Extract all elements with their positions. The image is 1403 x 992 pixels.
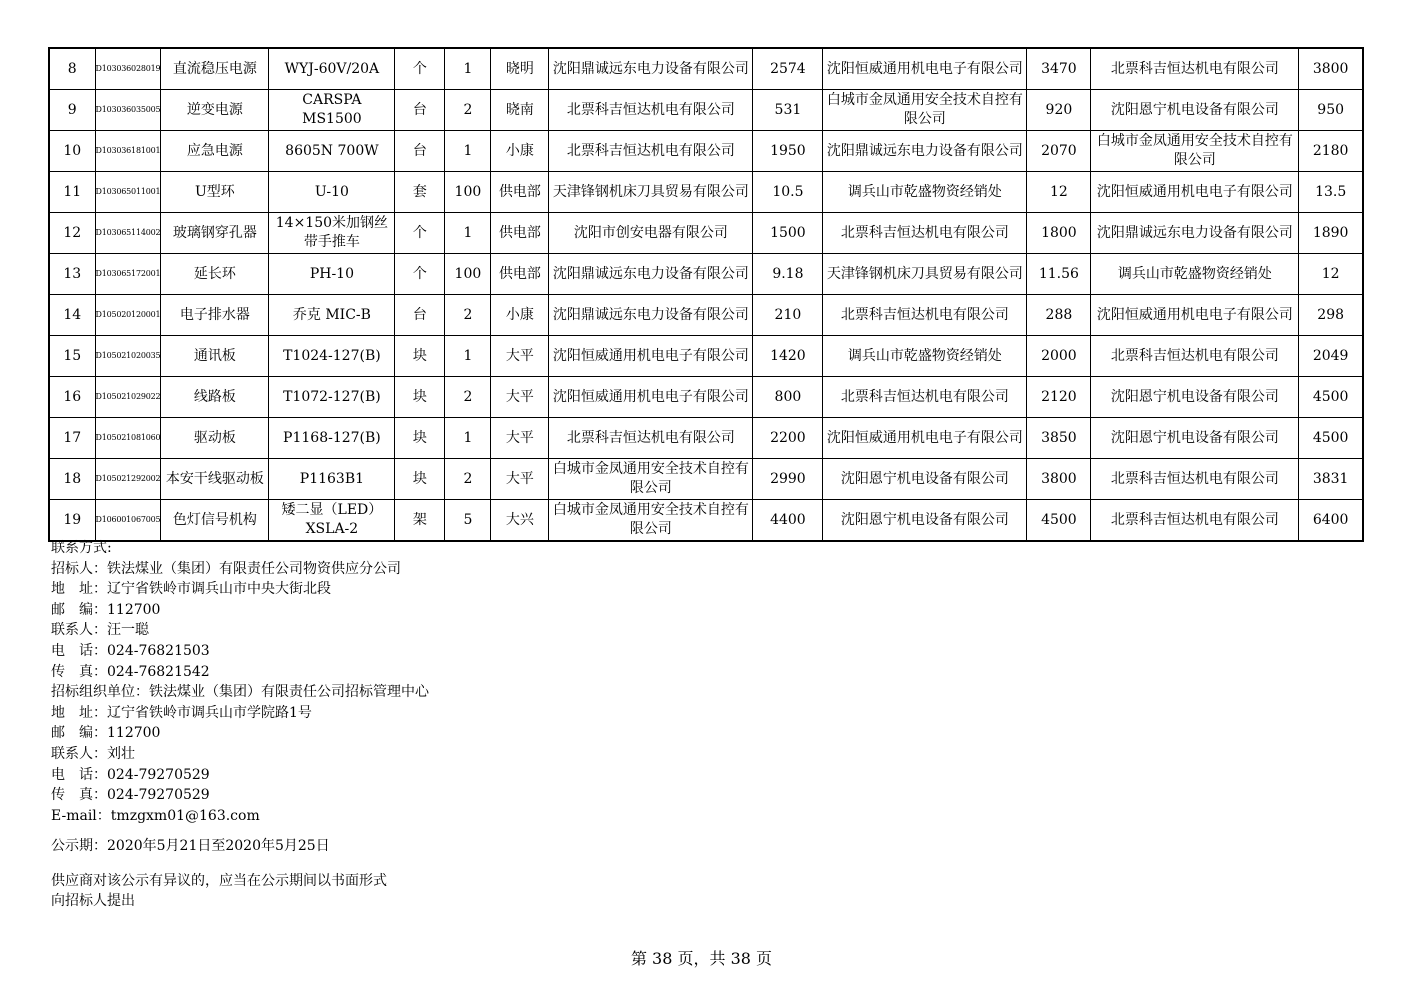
material-code-cell: D103036028019 [95, 48, 161, 90]
price-1-cell: 1950 [753, 131, 823, 172]
price-2-cell: 3800 [1027, 459, 1091, 500]
price-3-cell: 3831 [1299, 459, 1363, 500]
row-number-cell: 9 [49, 90, 95, 131]
supplier-1-cell: 沈阳鼎诚远东电力设备有限公司 [549, 254, 753, 295]
table-row [49, 295, 1363, 336]
table-row [49, 377, 1363, 418]
material-code-cell: D105020120001 [95, 295, 161, 336]
item-name-cell: 本安干线驱动板 [161, 459, 269, 500]
supplier-3-cell: 北票科吉恒达机电有限公司 [1091, 500, 1299, 542]
supplier-3-cell: 沈阳恩宁机电设备有限公司 [1091, 377, 1299, 418]
row-number-cell: 19 [49, 500, 95, 542]
item-quantity-cell: 5 [445, 500, 491, 542]
item-model-cell: T1072-127(B) [269, 377, 395, 418]
item-model-cell: 14×150米加钢丝 带手推车 [269, 213, 395, 254]
contact-line: 电 话：024-79270529 [51, 766, 210, 783]
supplier-2-cell: 调兵山市乾盛物资经销处 [823, 336, 1027, 377]
objection-line: 向招标人提出 [51, 893, 135, 909]
item-unit-cell: 块 [395, 418, 445, 459]
table-row [49, 500, 1363, 542]
contact-line: 邮 编：112700 [51, 601, 161, 618]
item-unit-cell: 块 [395, 336, 445, 377]
item-name-cell: 驱动板 [161, 418, 269, 459]
price-2-cell: 3470 [1027, 48, 1091, 90]
supplier-2-cell: 沈阳恩宁机电设备有限公司 [823, 500, 1027, 542]
row-number-cell: 10 [49, 131, 95, 172]
price-3-cell: 4500 [1299, 418, 1363, 459]
supplier-3-cell: 北票科吉恒达机电有限公司 [1091, 336, 1299, 377]
item-name-cell: 直流稳压电源 [161, 48, 269, 90]
price-2-cell: 4500 [1027, 500, 1091, 542]
item-model-cell: PH-10 [269, 254, 395, 295]
supplier-1-cell: 沈阳恒威通用机电电子有限公司 [549, 336, 753, 377]
item-unit-cell: 台 [395, 131, 445, 172]
price-1-cell: 800 [753, 377, 823, 418]
item-unit-cell: 块 [395, 377, 445, 418]
department-cell: 大兴 [491, 500, 549, 542]
item-name-cell: 应急电源 [161, 131, 269, 172]
price-1-cell: 210 [753, 295, 823, 336]
table-row [49, 418, 1363, 459]
supplier-1-cell: 白城市金凤通用安全技术自控有限公司 [549, 500, 753, 542]
department-cell: 晓明 [491, 48, 549, 90]
price-2-cell: 11.56 [1027, 254, 1091, 295]
table-row [49, 254, 1363, 295]
supplier-3-cell: 调兵山市乾盛物资经销处 [1091, 254, 1299, 295]
item-quantity-cell: 100 [445, 172, 491, 213]
item-quantity-cell: 1 [445, 131, 491, 172]
item-quantity-cell: 1 [445, 48, 491, 90]
contact-email: E-mail：tmzgxm01@163.com [51, 807, 260, 824]
price-2-cell: 920 [1027, 90, 1091, 131]
table-row [49, 336, 1363, 377]
material-code-cell: D103065114002 [95, 213, 161, 254]
supplier-2-cell: 沈阳鼎诚远东电力设备有限公司 [823, 131, 1027, 172]
supplier-1-cell: 天津锋钢机床刀具贸易有限公司 [549, 172, 753, 213]
supplier-3-cell: 沈阳恒威通用机电电子有限公司 [1091, 295, 1299, 336]
row-number-cell: 8 [49, 48, 95, 90]
supplier-3-cell: 北票科吉恒达机电有限公司 [1091, 459, 1299, 500]
contact-line: 传 真：024-76821542 [51, 663, 210, 680]
item-model-cell: P1168-127(B) [269, 418, 395, 459]
supplier-1-cell: 沈阳鼎诚远东电力设备有限公司 [549, 295, 753, 336]
price-2-cell: 288 [1027, 295, 1091, 336]
item-model-cell: WYJ-60V/20A [269, 48, 395, 90]
department-cell: 供电部 [491, 213, 549, 254]
supplier-3-cell: 白城市金凤通用安全技术自控有限公司 [1091, 131, 1299, 172]
objection-notice [51, 871, 387, 911]
price-2-cell: 1800 [1027, 213, 1091, 254]
item-model-cell: 乔克 MIC-B [269, 295, 395, 336]
price-3-cell: 298 [1299, 295, 1363, 336]
supplier-1-cell: 沈阳恒威通用机电电子有限公司 [549, 377, 753, 418]
item-unit-cell: 块 [395, 459, 445, 500]
supplier-1-cell: 北票科吉恒达机电有限公司 [549, 418, 753, 459]
contact-line: 邮 编：112700 [51, 725, 161, 742]
supplier-1-cell: 北票科吉恒达机电有限公司 [549, 131, 753, 172]
material-code-cell: D105021081060 [95, 418, 161, 459]
price-3-cell: 12 [1299, 254, 1363, 295]
contact-line: 联系人：刘壮 [51, 745, 135, 762]
table-body [49, 48, 1363, 541]
price-3-cell: 2049 [1299, 336, 1363, 377]
supplier-1-cell: 北票科吉恒达机电有限公司 [549, 90, 753, 131]
row-number-cell: 16 [49, 377, 95, 418]
material-code-cell: D105021020035 [95, 336, 161, 377]
price-1-cell: 531 [753, 90, 823, 131]
supplier-1-cell: 沈阳鼎诚远东电力设备有限公司 [549, 48, 753, 90]
material-code-cell: D103065172001 [95, 254, 161, 295]
department-cell: 晓南 [491, 90, 549, 131]
department-cell: 大平 [491, 459, 549, 500]
price-1-cell: 9.18 [753, 254, 823, 295]
supplier-2-cell: 天津锋钢机床刀具贸易有限公司 [823, 254, 1027, 295]
row-number-cell: 17 [49, 418, 95, 459]
item-unit-cell: 台 [395, 90, 445, 131]
material-code-cell: D105021029022 [95, 377, 161, 418]
item-name-cell: 电子排水器 [161, 295, 269, 336]
table-row [49, 459, 1363, 500]
price-3-cell: 2180 [1299, 131, 1363, 172]
item-name-cell: 逆变电源 [161, 90, 269, 131]
supplier-1-cell: 沈阳市创安电器有限公司 [549, 213, 753, 254]
supplier-2-cell: 白城市金凤通用安全技术自控有限公司 [823, 90, 1027, 131]
price-1-cell: 2200 [753, 418, 823, 459]
objection-line: 供应商对该公示有异议的，应当在公示期间以书面形式 [51, 873, 387, 889]
item-model-cell: U-10 [269, 172, 395, 213]
item-quantity-cell: 1 [445, 336, 491, 377]
contact-line: 招标组织单位：铁法煤业（集团）有限责任公司招标管理中心 [51, 684, 429, 701]
item-model-cell: 矮二显（LED）XSLA-2 [269, 500, 395, 542]
table-row [49, 213, 1363, 254]
material-code-cell: D103065011001 [95, 172, 161, 213]
supplier-2-cell: 北票科吉恒达机电有限公司 [823, 377, 1027, 418]
material-code-cell: D103036035005 [95, 90, 161, 131]
row-number-cell: 14 [49, 295, 95, 336]
price-1-cell: 2990 [753, 459, 823, 500]
item-name-cell: 线路板 [161, 377, 269, 418]
supplier-3-cell: 北票科吉恒达机电有限公司 [1091, 48, 1299, 90]
price-3-cell: 3800 [1299, 48, 1363, 90]
department-cell: 大平 [491, 377, 549, 418]
row-number-cell: 15 [49, 336, 95, 377]
price-3-cell: 950 [1299, 90, 1363, 131]
item-quantity-cell: 100 [445, 254, 491, 295]
item-name-cell: 通讯板 [161, 336, 269, 377]
price-2-cell: 12 [1027, 172, 1091, 213]
price-2-cell: 3850 [1027, 418, 1091, 459]
contact-line: 传 真：024-79270529 [51, 787, 210, 804]
price-1-cell: 2574 [753, 48, 823, 90]
item-unit-cell: 套 [395, 172, 445, 213]
supplier-2-cell: 沈阳恒威通用机电电子有限公司 [823, 48, 1027, 90]
contact-line: 联系人：汪一聪 [51, 622, 149, 639]
price-2-cell: 2000 [1027, 336, 1091, 377]
table-row [49, 90, 1363, 131]
price-1-cell: 1500 [753, 213, 823, 254]
publication-period: 公示期：2020年5月21日至2020年5月25日 [51, 838, 330, 854]
item-unit-cell: 个 [395, 48, 445, 90]
supplier-2-cell: 沈阳恩宁机电设备有限公司 [823, 459, 1027, 500]
item-name-cell: U型环 [161, 172, 269, 213]
price-3-cell: 6400 [1299, 500, 1363, 542]
price-3-cell: 4500 [1299, 377, 1363, 418]
contact-line: 电 话：024-76821503 [51, 642, 210, 659]
row-number-cell: 12 [49, 213, 95, 254]
item-quantity-cell: 2 [445, 459, 491, 500]
item-model-cell: T1024-127(B) [269, 336, 395, 377]
item-quantity-cell: 1 [445, 418, 491, 459]
department-cell: 大平 [491, 336, 549, 377]
supplier-3-cell: 沈阳恩宁机电设备有限公司 [1091, 418, 1299, 459]
price-1-cell: 1420 [753, 336, 823, 377]
contact-info [51, 538, 429, 826]
price-3-cell: 1890 [1299, 213, 1363, 254]
item-unit-cell: 个 [395, 254, 445, 295]
price-2-cell: 2120 [1027, 377, 1091, 418]
table-row [49, 48, 1363, 90]
supplier-1-cell: 白城市金凤通用安全技术自控有限公司 [549, 459, 753, 500]
row-number-cell: 11 [49, 172, 95, 213]
item-unit-cell: 架 [395, 500, 445, 542]
supplier-2-cell: 北票科吉恒达机电有限公司 [823, 213, 1027, 254]
contact-heading: 联系方式: [51, 540, 112, 556]
item-quantity-cell: 2 [445, 295, 491, 336]
price-2-cell: 2070 [1027, 131, 1091, 172]
item-unit-cell: 个 [395, 213, 445, 254]
supplier-2-cell: 调兵山市乾盛物资经销处 [823, 172, 1027, 213]
material-code-cell: D103036181001 [95, 131, 161, 172]
contact-line: 地 址：辽宁省铁岭市调兵山市中央大街北段 [51, 581, 331, 598]
item-name-cell: 色灯信号机构 [161, 500, 269, 542]
table-row [49, 172, 1363, 213]
item-quantity-cell: 2 [445, 90, 491, 131]
item-quantity-cell: 2 [445, 377, 491, 418]
department-cell: 供电部 [491, 172, 549, 213]
supplier-3-cell: 沈阳恩宁机电设备有限公司 [1091, 90, 1299, 131]
row-number-cell: 13 [49, 254, 95, 295]
department-cell: 供电部 [491, 254, 549, 295]
item-unit-cell: 台 [395, 295, 445, 336]
price-3-cell: 13.5 [1299, 172, 1363, 213]
item-name-cell: 延长环 [161, 254, 269, 295]
item-quantity-cell: 1 [445, 213, 491, 254]
material-code-cell: D105021292002 [95, 459, 161, 500]
supplier-3-cell: 沈阳恒威通用机电电子有限公司 [1091, 172, 1299, 213]
item-model-cell: P1163B1 [269, 459, 395, 500]
contact-line: 招标人：铁法煤业（集团）有限责任公司物资供应分公司 [51, 560, 401, 577]
table-row [49, 131, 1363, 172]
price-1-cell: 10.5 [753, 172, 823, 213]
material-code-cell: D106001067005 [95, 500, 161, 542]
department-cell: 大平 [491, 418, 549, 459]
supplier-2-cell: 北票科吉恒达机电有限公司 [823, 295, 1027, 336]
contact-line: 地 址：辽宁省铁岭市调兵山市学院路1号 [51, 704, 312, 721]
item-model-cell: 8605N 700W [269, 131, 395, 172]
department-cell: 小康 [491, 131, 549, 172]
bid-result-table [48, 47, 1364, 542]
row-number-cell: 18 [49, 459, 95, 500]
supplier-2-cell: 沈阳恒威通用机电电子有限公司 [823, 418, 1027, 459]
item-name-cell: 玻璃钢穿孔器 [161, 213, 269, 254]
supplier-3-cell: 沈阳鼎诚远东电力设备有限公司 [1091, 213, 1299, 254]
department-cell: 小康 [491, 295, 549, 336]
price-1-cell: 4400 [753, 500, 823, 542]
page-footer: 第 38 页，共 38 页 [630, 949, 773, 968]
item-model-cell: CARSPA MS1500 [269, 90, 395, 131]
